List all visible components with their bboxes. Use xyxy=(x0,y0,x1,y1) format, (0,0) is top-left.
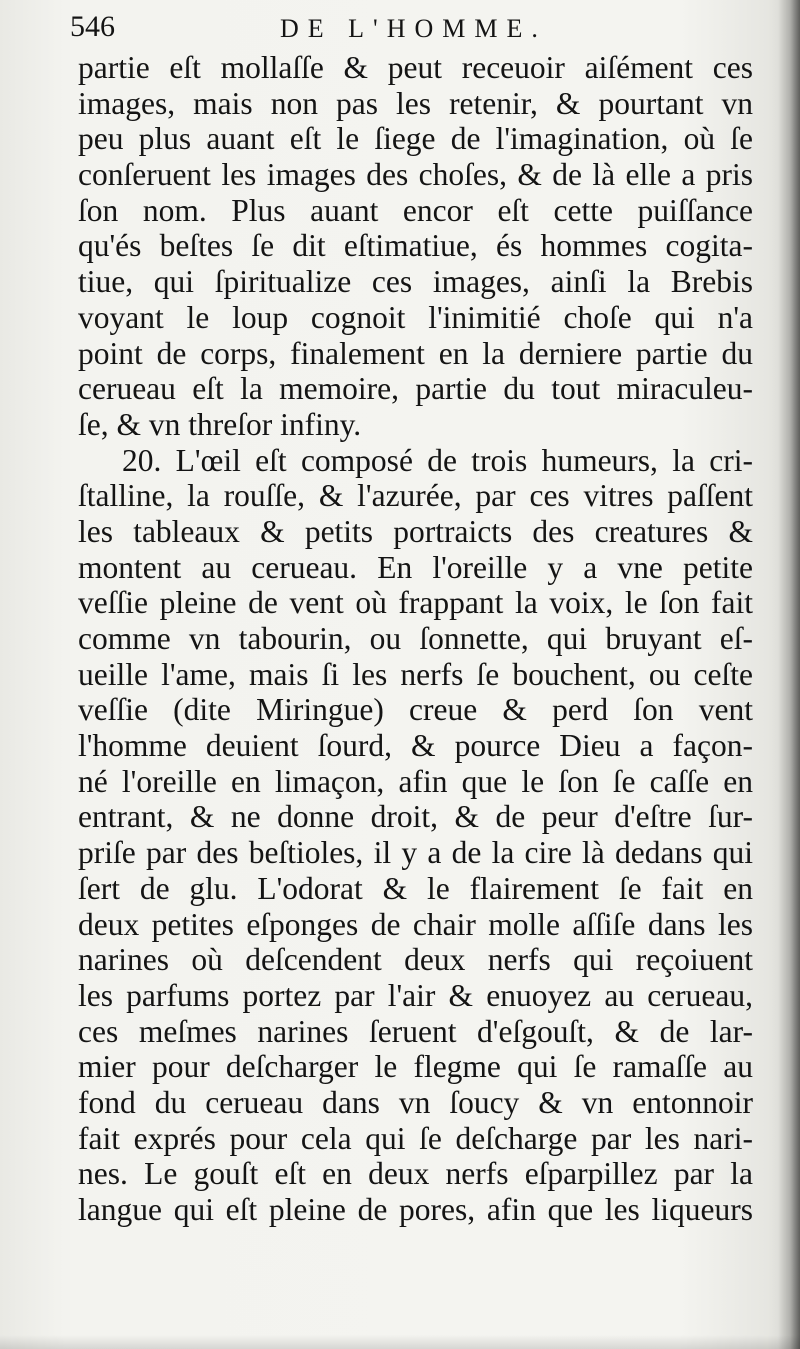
page-gutter-shadow xyxy=(778,0,800,1349)
text-line: conſeruent les images des choſes, & de là elle a pris xyxy=(78,157,753,193)
page-number: 546 xyxy=(70,10,115,43)
text-line: fond du cerueau dans vn ſoucy & vn entonnoir xyxy=(78,1084,753,1120)
text-line: priſe par des beſtioles, il y a de la cire là dedans qui xyxy=(78,835,753,871)
text-line: deux petites eſponges de chair molle aſſiſe dans les xyxy=(78,906,753,942)
text-line: ueille l'ame, mais ſi les nerfs ſe bouchent, ou ceſte xyxy=(78,656,753,692)
text-line: l'homme deuient ſourd, & pource Dieu a façon- xyxy=(78,728,753,764)
text-line: veſſie pleine de vent où frappant la voix, le ſon fait xyxy=(78,585,753,621)
text-line: fait exprés pour cela qui ſe deſcharge par les nari- xyxy=(78,1120,753,1156)
text-line: veſſie (dite Miringue) creue & perd ſon vent xyxy=(78,692,753,728)
text-line: voyant le loup cognoit l'inimitié choſe qui n'a xyxy=(78,299,753,335)
text-line: ſtalline, la rouſſe, & l'azurée, par ces vitres paſſent xyxy=(78,478,753,514)
text-line: les tableaux & petits portraicts des creatures & xyxy=(78,513,753,549)
text-line: images, mais non pas les retenir, & pourtant vn xyxy=(78,85,753,121)
paragraph-end-line: ſe, & vn threſor infiny. xyxy=(78,406,362,442)
text-line: peu plus auant eſt le ſiege de l'imagination, où ſe xyxy=(78,121,753,157)
text-line: ces meſmes narines ſeruent d'eſgouſt, & de lar- xyxy=(78,1013,753,1049)
text-line: tiue, qui ſpiritualize ces images, ainſi la Brebis xyxy=(78,264,753,300)
text-line: ſert de glu. L'odorat & le flairement ſe fait en xyxy=(78,870,753,906)
text-line: narines où deſcendent deux nerfs qui reçoiuent xyxy=(78,942,753,978)
body-text xyxy=(78,50,753,1228)
page-bottom-edge xyxy=(0,1335,800,1349)
text-line: ſon nom. Plus auant encor eſt cette puiſſance xyxy=(78,192,753,228)
text-line: mier pour deſcharger le flegme qui ſe ramaſſe au xyxy=(78,1049,753,1085)
text-line: entrant, & ne donne droit, & de peur d'eſtre ſur- xyxy=(78,799,753,835)
text-line: né l'oreille en limaçon, afin que le ſon ſe caſſe en xyxy=(78,763,753,799)
text-line: comme vn tabourin, ou ſonnette, qui bruyant eſ- xyxy=(78,621,753,656)
text-line: les parfums portez par l'air & enuoyez au cerueau, xyxy=(78,977,753,1013)
text-line: partie eſt mollaſſe & peut receuoir aiſément ces xyxy=(78,50,753,85)
paragraph-start-line: 20. L'œil eſt composé de trois humeurs, la cri- xyxy=(122,442,753,478)
text-line: langue qui eſt pleine de pores, afin que les liqueurs xyxy=(78,1192,753,1227)
text-line: montent au cerueau. En l'oreille y a vne petite xyxy=(78,549,753,585)
text-line: cerueau eſt la memoire, partie du tout miraculeu- xyxy=(78,371,753,407)
page-header xyxy=(70,4,770,48)
running-head: DE L'HOMME. xyxy=(280,14,547,43)
text-line: point de corps, finalement en la derniere partie du xyxy=(78,335,753,371)
text-line: qu'és beſtes ſe dit eſtimatiue, és hommes cogita- xyxy=(78,228,753,264)
text-line: nes. Le gouſt eſt en deux nerfs eſparpillez par la xyxy=(78,1156,753,1192)
